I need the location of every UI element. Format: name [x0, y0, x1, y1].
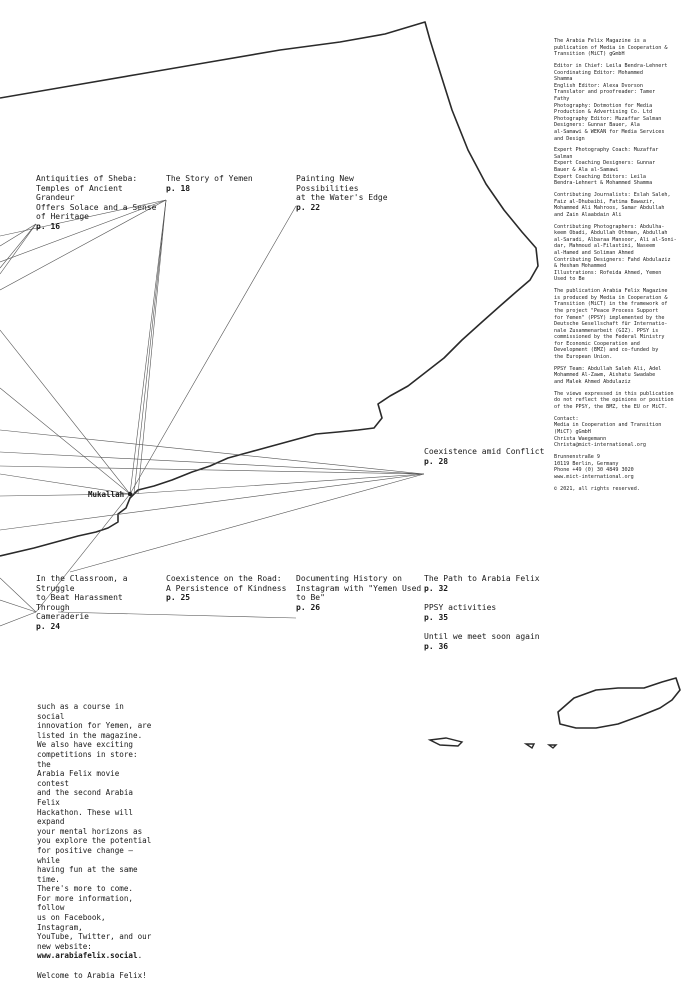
credits-block: Expert Photography Coach: Muzaffar Salman Expert Coaching Designers: Gunnar Bauer & Ala al-Samawi Expert Coaching Editors: Leila Bendra-Lehnert & Mohammed Shamma: [554, 147, 659, 187]
islet: [430, 738, 462, 746]
toc-page: p. 22: [296, 202, 321, 212]
toc-page: p. 24: [36, 621, 61, 631]
toc-title: Until we meet soon again: [424, 632, 540, 641]
toc-entry-road[interactable]: [166, 574, 291, 603]
toc-title: Coexistence amid Conflict: [424, 447, 545, 456]
connector-lines: [0, 200, 424, 626]
editorial-body-text: [37, 702, 155, 980]
website-link[interactable]: www.arabiafelix.social: [37, 951, 138, 961]
toc-entry-path[interactable]: [424, 574, 552, 593]
toc-page: p. 16: [36, 221, 61, 231]
body-paragraph: such as a course in social innovation for Yemen, are listed in the magazine.: [37, 702, 152, 740]
toc-entry-sheba[interactable]: [36, 174, 161, 232]
toc-page: p. 35: [424, 612, 449, 622]
credits-block: The views expressed in this publication do not reflect the opinions or position of the PPSY, the BMZ, the EU or MiCT.: [554, 390, 674, 410]
toc-entry-painting[interactable]: [296, 174, 421, 212]
map-label-mukallah: Mukallah: [88, 490, 125, 499]
toc-entry-ppsy[interactable]: [424, 603, 552, 622]
toc-title: The Story of Yemen: [166, 174, 253, 183]
toc-page: p. 32: [424, 583, 449, 593]
credits-block: Contributing Photographers: Abdulha- keem Obadi, Abdullah Othman, Abdullah al-Saradi, Albaraa Mansoor, Ali al-Soni- dar, Mahmoud al-Filastini, Naseem al-Hamed and Soliman Ahmed Contributing Designers: Fahd Abdulaziz & Hesham Mohammed Illustrations: Rofeida Ahmed, Yemen Used to Be: [554, 223, 677, 283]
toc-page: p. 28: [424, 456, 449, 466]
toc-title: Painting New Possibilities at the Water's Edge: [296, 174, 388, 203]
body-paragraph-text: There's more to come. For more information, follow us on Facebook, Instagram, YouTube, Twitter, and our new website:: [37, 884, 152, 951]
credits-block: © 2021, all rights reserved.: [554, 485, 640, 492]
credits-block: The publication Arabia Felix Magazine is produced by Media in Cooperation & Transition (MiCT) in the framework of the project "Peace Process Support for Yemen" (PPSY) implemented by the Deutsche Gesellschaft für Internatio- nale Zusammenarbeit (GIZ). PPSY is commissioned by the Federal Ministry for Economic Cooperation and Development (BMZ) and co-funded by the European Union.: [554, 288, 668, 361]
credits-block: PPSY Team: Abdullah Saleh Ali, Adel Mohammed Al-Zawm, Aishatu Swadabe and Malek Ahmed Abdulaziz: [554, 365, 662, 386]
toc-entry-classroom[interactable]: [36, 574, 161, 632]
credits-block: Contact: Media in Cooperation and Transition (MiCT) gGmbH Christa Waegemann Christa@mict-international.org: [554, 415, 662, 449]
toc-entry-until[interactable]: [424, 632, 552, 651]
toc-page: p. 36: [424, 641, 449, 651]
credits-block: Contributing Journalists: Eslah Saleh, Faiz al-Dhubaibi, Fatima Bawazir, Mohammed Ali Mahroos, Samar Abdullah and Zain Alaabdain Ali: [554, 192, 671, 218]
toc-entry-story-of-yemen[interactable]: [166, 174, 286, 193]
toc-page: p. 25: [166, 593, 191, 603]
mukallah-marker: [128, 492, 132, 496]
closing-line: Welcome to Arabia Felix!: [37, 970, 147, 980]
body-paragraph: [37, 884, 155, 961]
credits-block: Editor in Chief: Leila Bendra-Lehnert Coordinating Editor: Mohammed Shamma English Editor: Alexa Dvorson Translator and proofreader: Tamer Fathy Photography: Dotmotion for Media Production & Advertising Co. Ltd Photography Editor: Muzaffar Salman Designers: Gunnar Bauer, Ala al-Samawi & WEKAN for Media Services and Design: [554, 62, 668, 142]
credits-block: Brunnenstraße 9 10119 Berlin, Germany Phone +49 (0) 30 4849 3020 www.mict-international.org: [554, 453, 634, 480]
toc-title: The Path to Arabia Felix: [424, 574, 540, 583]
toc-title: Coexistence on the Road: A Persistence of Kindness: [166, 574, 287, 593]
islet: [549, 745, 556, 748]
toc-title: In the Classroom, a Struggle to Beat Harassment Through Cameraderie: [36, 574, 128, 622]
toc-page: p. 26: [296, 602, 321, 612]
toc-entry-coexistence-conflict[interactable]: [424, 447, 552, 466]
credits-block: The Arabia Felix Magazine is a publication of Media in Cooperation & Transition (MiCT) gGmbH: [554, 38, 668, 58]
toc-title: Antiquities of Sheba: Temples of Ancient Grandeur Offers Solace and a Sense of Heritage: [36, 174, 157, 222]
body-paragraph: We also have exciting competitions in store: the Arabia Felix movie contest and the second Arabia Felix Hackathon. These will expand your mental horizons as you explore the potential for positive change – while having fun at the same time.: [37, 740, 152, 884]
toc-title: PPSY activities: [424, 603, 497, 612]
website-suffix: .: [137, 951, 143, 961]
socotra-island: [558, 678, 680, 728]
toc-entry-instagram[interactable]: [296, 574, 422, 612]
toc-title: Documenting History on Instagram with "Yemen Used to Be": [296, 574, 422, 603]
islet: [526, 744, 534, 748]
imprint-credits: [554, 38, 696, 497]
toc-page: p. 18: [166, 183, 191, 193]
coastline-outline: [0, 22, 538, 556]
